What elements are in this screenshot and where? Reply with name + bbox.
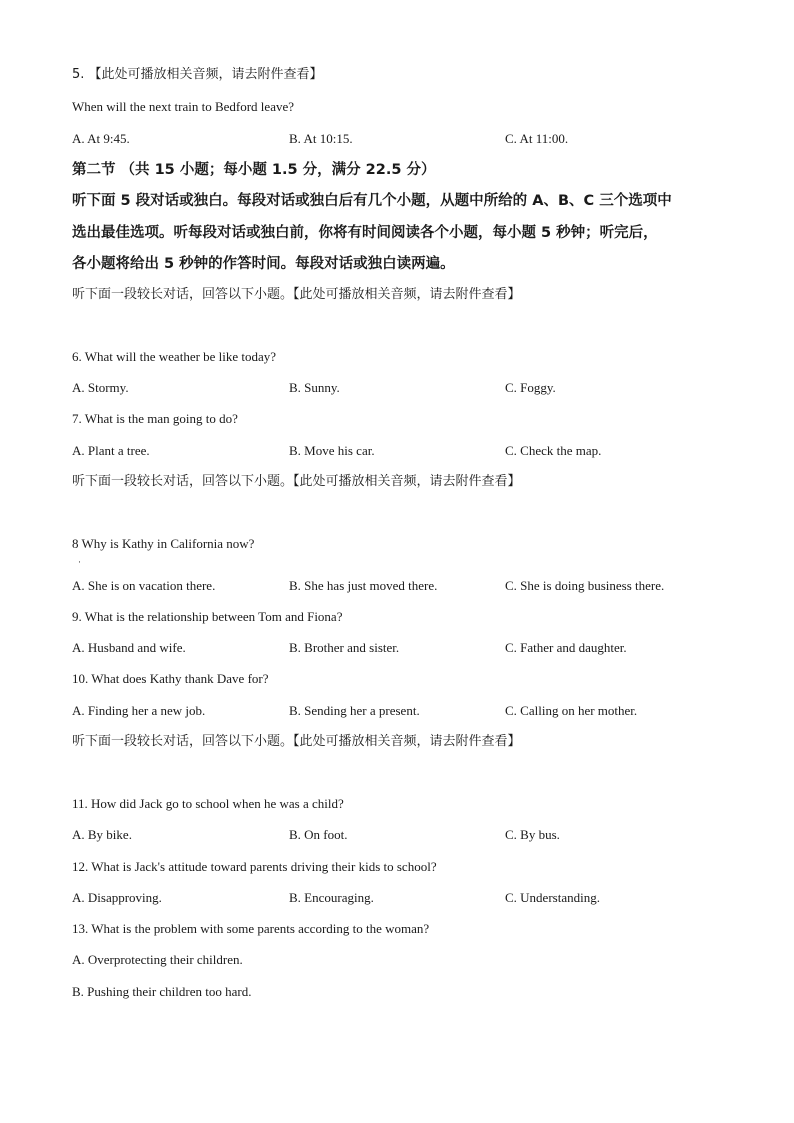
q11-option-c: C. By bus. bbox=[505, 827, 560, 842]
q5-label: 5. 【此处可播放相关音频，请去附件查看】 bbox=[72, 67, 323, 82]
group1-intro: 听下面一段较长对话，回答以下小题。【此处可播放相关音频，请去附件查看】 bbox=[72, 287, 521, 302]
q9-option-b: B. Brother and sister. bbox=[289, 640, 400, 655]
section2-instruction-1: 听下面 5 段对话或独白。每段对话或独白后有几个小题，从题中所给的 A、B、C 三个选项中 bbox=[72, 193, 672, 209]
q10-option-a: A. Finding her a new job. bbox=[72, 703, 206, 718]
q8-option-a: A. She is on vacation there. bbox=[72, 578, 216, 593]
q7-option-c: C. Check the map. bbox=[505, 443, 602, 458]
q8-option-c: C. She is doing business there. bbox=[505, 578, 665, 593]
q13-option-b: B. Pushing their children too hard. bbox=[72, 984, 252, 999]
q7-option-b: B. Move his car. bbox=[289, 443, 375, 458]
q12-question: 12. What is Jack's attitude toward parents driving their kids to school? bbox=[72, 859, 437, 874]
q5-question: When will the next train to Bedford leave? bbox=[72, 99, 295, 114]
section2-title: 第二节 （共 15 小题；每小题 1.5 分，满分 22.5 分） bbox=[72, 162, 436, 178]
q6-option-c: C. Foggy. bbox=[505, 380, 556, 395]
q7-question: 7. What is the man going to do? bbox=[72, 411, 238, 426]
q5-option-c: C. At 11:00. bbox=[505, 131, 569, 146]
q6-option-a: A. Stormy. bbox=[72, 380, 129, 395]
q8-question: 8 Why is Kathy in California now? bbox=[72, 536, 255, 551]
q10-option-c: C. Calling on her mother. bbox=[505, 703, 638, 718]
q12-option-b: B. Encouraging. bbox=[289, 890, 374, 905]
q11-question: 11. How did Jack go to school when he was a child? bbox=[72, 796, 344, 811]
q6-question: 6. What will the weather be like today? bbox=[72, 349, 277, 364]
q12-option-c: C. Understanding. bbox=[505, 890, 600, 905]
q13-question: 13. What is the problem with some parents according to the woman? bbox=[72, 921, 430, 936]
q5-option-a: A. At 9:45. bbox=[72, 131, 130, 146]
group3-intro: 听下面一段较长对话，回答以下小题。【此处可播放相关音频，请去附件查看】 bbox=[72, 734, 521, 749]
group2-intro: 听下面一段较长对话，回答以下小题。【此处可播放相关音频，请去附件查看】 bbox=[72, 474, 521, 489]
q9-option-a: A. Husband and wife. bbox=[72, 640, 186, 655]
q11-option-a: A. By bike. bbox=[72, 827, 132, 842]
q10-question: 10. What does Kathy thank Dave for? bbox=[72, 671, 269, 686]
q7-option-a: A. Plant a tree. bbox=[72, 443, 150, 458]
q10-option-b: B. Sending her a present. bbox=[289, 703, 420, 718]
q5-option-b: B. At 10:15. bbox=[289, 131, 353, 146]
section2-instruction-2: 选出最佳选项。听每段对话或独白前，你将有时间阅读各个小题，每小题 5 秒钟；听完后， bbox=[72, 225, 658, 241]
q9-question: 9. What is the relationship between Tom and Fiona? bbox=[72, 609, 343, 624]
q11-option-b: B. On foot. bbox=[289, 827, 348, 842]
section2-instruction-3: 各小题将给出 5 秒钟的作答时间。每段对话或独白读两遍。 bbox=[72, 256, 455, 272]
q9-option-c: C. Father and daughter. bbox=[505, 640, 627, 655]
q13-option-a: A. Overprotecting their children. bbox=[72, 952, 243, 967]
q6-option-b: B. Sunny. bbox=[289, 380, 340, 395]
q8-option-b: B. She has just moved there. bbox=[289, 578, 438, 593]
stray-dot: · bbox=[78, 557, 81, 567]
q12-option-a: A. Disapproving. bbox=[72, 890, 162, 905]
